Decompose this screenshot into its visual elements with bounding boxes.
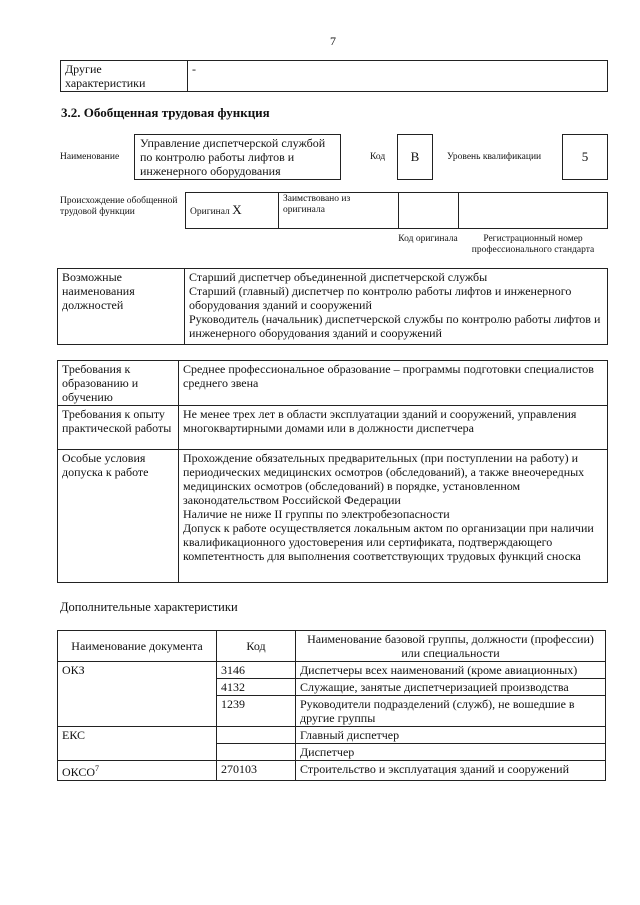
req-text: Наличие не ниже II группы по электробезопасности xyxy=(183,507,450,521)
reg-number-cell xyxy=(459,193,608,229)
origin-table xyxy=(185,192,608,229)
gtf-name-box: Управление диспетчерской службой по контролю работы лифтов и инженерного оборудования xyxy=(134,134,341,180)
requirements-table xyxy=(57,360,608,583)
code-cell: 270103 xyxy=(217,761,296,781)
req-label: Требования к образованию и обучению xyxy=(58,361,179,406)
code-cell xyxy=(217,744,296,761)
header-code: Код xyxy=(217,631,296,662)
positions-value xyxy=(185,269,608,345)
name-label: Наименование xyxy=(60,152,120,162)
name-cell: Строительство и эксплуатация зданий и сооружений xyxy=(296,761,606,781)
header-doc: Наименование документа xyxy=(58,631,217,662)
name-cell: Диспетчеры всех наименований (кроме авиационных) xyxy=(296,662,606,679)
origin-label: Происхождение обобщенной трудовой функции xyxy=(60,196,178,217)
req-label: Требования к опыту практической работы xyxy=(58,406,179,450)
original-code-cell xyxy=(399,193,459,229)
req-value xyxy=(179,450,608,583)
doc-name: ОКСО xyxy=(62,765,96,779)
req-value xyxy=(179,406,608,450)
extra-table xyxy=(57,630,606,781)
doc-cell: ЕКС xyxy=(58,727,217,761)
gtf-code-box: B xyxy=(397,134,433,180)
page-number: 7 xyxy=(330,34,336,48)
other-label: Другие характеристики xyxy=(61,61,188,92)
original-cell xyxy=(186,193,279,229)
code-cell xyxy=(217,727,296,744)
footnote-ref: 7 xyxy=(95,764,100,773)
level-box: 5 xyxy=(562,134,608,180)
other-value: - xyxy=(188,61,608,92)
caption-reg: Регистрационный номер профессионального стандарта xyxy=(471,234,595,255)
req-text: Прохождение обязательных предварительных (при поступлении на работу) и периодических медицинских осмотров (обследований), а также внеочередных медицинских осмотров (обследований) в порядке, установленном законодательством Российской Федерации xyxy=(183,451,585,507)
level-label: Уровень квалификации xyxy=(447,152,542,162)
doc-cell: ОКЗ xyxy=(58,662,217,727)
header-name: Наименование базовой группы, должности (профессии) или специальности xyxy=(296,631,606,662)
caption-code: Код оригинала xyxy=(398,234,458,244)
code-cell: 3146 xyxy=(217,662,296,679)
code-cell: 4132 xyxy=(217,679,296,696)
position-item: Старший диспетчер объединенной диспетчерской службы xyxy=(189,270,488,284)
section-title: 3.2. Обобщенная трудовая функция xyxy=(61,105,270,120)
name-cell: Главный диспетчер xyxy=(296,727,606,744)
code-label: Код xyxy=(370,152,386,162)
req-text: Допуск к работе осуществляется локальным актом по организации при наличии квалификационного удостоверения или сертификата, подтверждающего компетентность для выполнения соответствующих трудовых функций сноска xyxy=(183,521,594,563)
req-text: Не менее трех лет в области эксплуатации зданий и сооружений, управления многоквартирными домами или в должности диспетчера xyxy=(183,407,577,435)
position-item: Старший (главный) диспетчер по контролю работы лифтов и инженерного оборудования зданий и сооружений xyxy=(189,284,572,312)
position-item: Руководитель (начальник) диспетчерской службы по контролю работы лифтов и инженерного оборудования зданий и сооружений xyxy=(189,312,601,340)
name-cell: Служащие, занятые диспетчеризацией производства xyxy=(296,679,606,696)
req-label: Особые условия допуска к работе xyxy=(58,450,179,583)
original-mark: X xyxy=(232,201,242,217)
other-characteristics-table xyxy=(60,60,608,92)
positions-label: Возможные наименования должностей xyxy=(58,269,185,345)
original-label: Оригинал xyxy=(190,206,230,217)
name-cell: Диспетчер xyxy=(296,744,606,761)
req-text: Среднее профессиональное образование – программы подготовки специалистов среднего звена xyxy=(183,362,594,390)
borrowed-cell: Заимствовано из оригинала xyxy=(279,193,399,229)
extra-title: Дополнительные характеристики xyxy=(60,600,238,614)
name-cell: Руководители подразделений (служб), не вошедшие в другие группы xyxy=(296,696,606,727)
code-cell: 1239 xyxy=(217,696,296,727)
req-value xyxy=(179,361,608,406)
doc-cell xyxy=(58,761,217,781)
positions-table xyxy=(57,268,608,345)
